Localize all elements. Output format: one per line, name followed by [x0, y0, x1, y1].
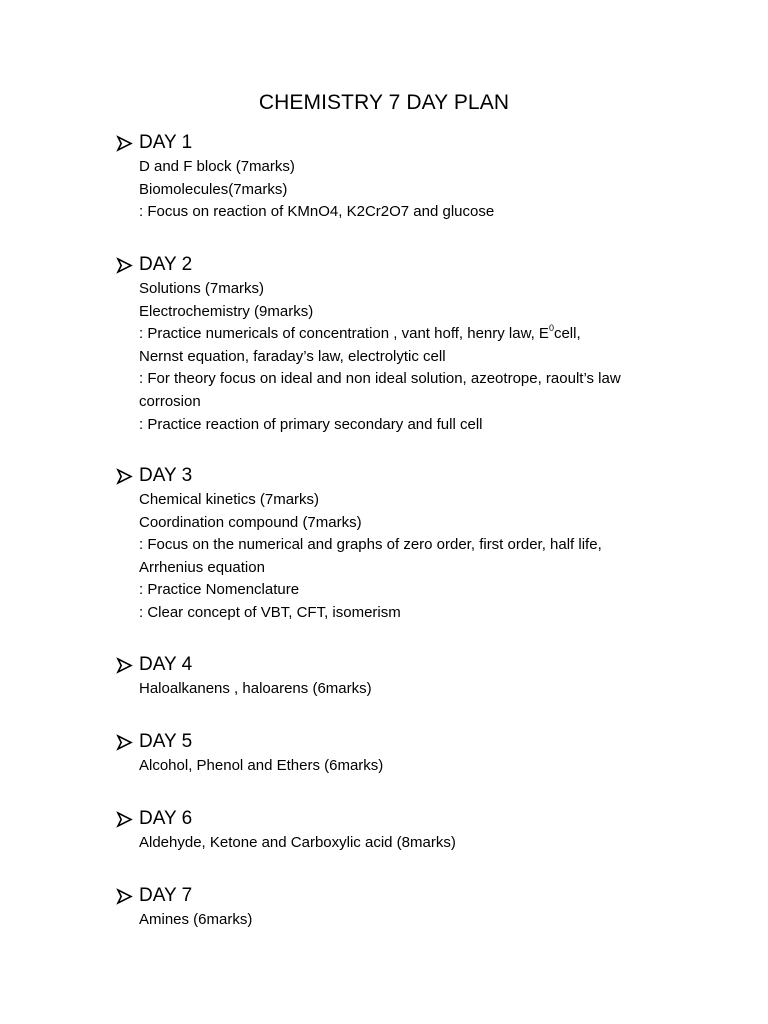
day-section: [116, 653, 696, 701]
topic-line: corrosion: [139, 392, 201, 410]
topic-line: : For theory focus on ideal and non ideal solution, azeotrope, raoult’s law: [139, 370, 621, 388]
topic-line: : Practice reaction of primary secondary and full cell: [139, 415, 483, 433]
topic-line: Solutions (7marks): [139, 280, 265, 297]
day-topic-list: [139, 678, 696, 701]
topic-text: : Practice numericals of concentration , vant hoff, henry law, E: [139, 325, 549, 343]
arrow-bullet-icon: [116, 884, 134, 908]
day-heading: [116, 253, 696, 277]
topic-line: : Focus on reaction of KMnO4, K2Cr2O7 and glucose: [139, 203, 495, 221]
topic-line: Electrochemistry (9marks): [139, 302, 314, 320]
topic-line: Haloalkanens , haloarens (6marks): [139, 680, 372, 697]
superscript: 0: [548, 323, 554, 334]
day-heading: [116, 131, 696, 155]
day-label: DAY 2: [139, 254, 193, 275]
day-label: DAY 1: [139, 132, 193, 153]
day-section: [116, 131, 696, 224]
day-topic-list: [139, 278, 696, 436]
day-label: DAY 6: [139, 808, 193, 829]
day-heading: [116, 730, 696, 754]
topic-line: D and F block (7marks): [139, 158, 295, 175]
arrow-bullet-icon: [116, 464, 134, 488]
arrow-bullet-icon: [116, 807, 134, 831]
topic-line: Alcohol, Phenol and Ethers (6marks): [139, 757, 384, 774]
day-section: [116, 253, 696, 436]
topic-line: [139, 323, 696, 346]
arrow-bullet-icon: [116, 653, 134, 677]
arrow-bullet-icon: [116, 131, 134, 155]
day-section: [116, 807, 696, 855]
day-section: [116, 884, 696, 932]
day-heading: [116, 884, 696, 908]
day-label: DAY 5: [139, 731, 193, 752]
day-heading: [116, 464, 696, 488]
day-topic-list: [139, 156, 696, 224]
day-section: [116, 464, 696, 625]
day-topic-list: [139, 909, 696, 932]
day-heading: [116, 807, 696, 831]
day-section: [116, 730, 696, 778]
arrow-bullet-icon: [116, 730, 134, 754]
day-label: DAY 4: [139, 654, 193, 675]
topic-line: Chemical kinetics (7marks): [139, 491, 320, 508]
day-label: DAY 7: [139, 885, 193, 906]
topic-line: : Practice Nomenclature: [139, 581, 300, 599]
day-topic-list: [139, 832, 696, 855]
day-topic-list: [139, 755, 696, 778]
arrow-bullet-icon: [116, 253, 134, 277]
topic-line: Arrhenius equation: [139, 558, 265, 576]
topic-text: cell,: [553, 325, 581, 343]
day-label: DAY 3: [139, 465, 193, 486]
day-topic-list: [139, 489, 696, 625]
day-heading: [116, 653, 696, 677]
topic-line: Coordination compound (7marks): [139, 513, 362, 531]
topic-line: : Clear concept of VBT, CFT, isomerism: [139, 603, 401, 621]
topic-line: : Focus on the numerical and graphs of zero order, first order, half life,: [139, 536, 602, 554]
topic-line: Amines (6marks): [139, 911, 253, 928]
topic-line: Nernst equation, faraday’s law, electrolytic cell: [139, 347, 446, 365]
topic-line: Aldehyde, Ketone and Carboxylic acid (8marks): [139, 834, 456, 851]
topic-line: Biomolecules(7marks): [139, 180, 288, 198]
page-title: CHEMISTRY 7 DAY PLAN: [258, 91, 510, 114]
